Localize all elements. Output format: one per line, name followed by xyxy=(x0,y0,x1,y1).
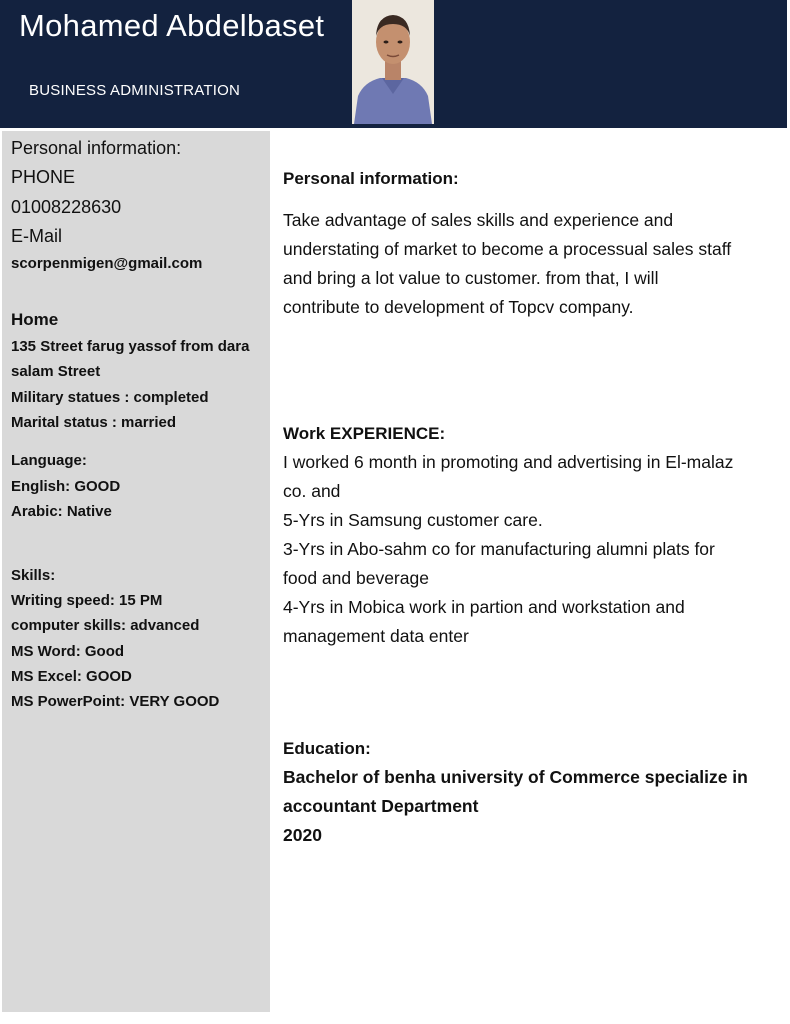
skill-item: MS PowerPoint: VERY GOOD xyxy=(11,693,220,710)
profile-photo xyxy=(352,0,434,124)
skill-item: Writing speed: 15 PM xyxy=(11,592,163,609)
candidate-name: Mohamed Abdelbaset xyxy=(19,8,325,43)
military-status: Military statues : completed xyxy=(11,389,209,406)
objective-line: contribute to development of Topcv company. xyxy=(283,297,634,317)
language-english: English: GOOD xyxy=(11,478,121,495)
work-line: I worked 6 month in promoting and advertising in El-malaz xyxy=(283,452,734,472)
work-line: 3-Yrs in Abo-sahm co for manufacturing alumni plats for xyxy=(283,539,715,559)
language-arabic: Arabic: Native xyxy=(11,503,112,520)
email-value: scorpenmigen@gmail.com xyxy=(11,255,203,272)
phone-label: PHONE xyxy=(11,167,76,187)
address-line-2: salam Street xyxy=(11,363,101,380)
education-line: Bachelor of benha university of Commerce specialize in xyxy=(283,767,748,787)
work-line: management data enter xyxy=(283,626,469,646)
skills-heading: Skills: xyxy=(11,567,56,584)
portrait-image xyxy=(352,0,434,124)
email-label: E-Mail xyxy=(11,226,63,246)
address-line-1: 135 Street farug yassof from dara xyxy=(11,338,250,355)
candidate-title: BUSINESS ADMINISTRATION xyxy=(29,82,241,99)
objective-line: Take advantage of sales skills and experience and xyxy=(283,210,674,230)
education-heading: Education: xyxy=(283,739,371,758)
work-line: 5-Yrs in Samsung customer care. xyxy=(283,510,543,530)
education-line: 2020 xyxy=(283,825,322,845)
skill-item: computer skills: advanced xyxy=(11,617,200,634)
sidebar-personal-heading: Personal information: xyxy=(11,138,182,158)
work-line: 4-Yrs in Mobica work in partion and workstation and xyxy=(283,597,685,617)
education-line: accountant Department xyxy=(283,796,479,816)
objective-heading: Personal information: xyxy=(283,169,459,188)
home-heading: Home xyxy=(11,310,59,329)
objective-line: understating of market to become a processual sales staff xyxy=(283,239,732,259)
objective-paragraph xyxy=(283,206,780,322)
phone-value: 01008228630 xyxy=(11,197,122,217)
work-line: food and beverage xyxy=(283,568,429,588)
language-heading: Language: xyxy=(11,452,87,469)
work-list xyxy=(283,448,780,651)
work-heading: Work EXPERIENCE: xyxy=(283,424,446,443)
skill-item: MS Excel: GOOD xyxy=(11,668,132,685)
marital-status: Marital status : married xyxy=(11,414,177,431)
skill-item: MS Word: Good xyxy=(11,643,125,660)
work-line: co. and xyxy=(283,481,341,501)
education-list xyxy=(283,763,780,850)
objective-line: and bring a lot value to customer. from that, I will xyxy=(283,268,659,288)
